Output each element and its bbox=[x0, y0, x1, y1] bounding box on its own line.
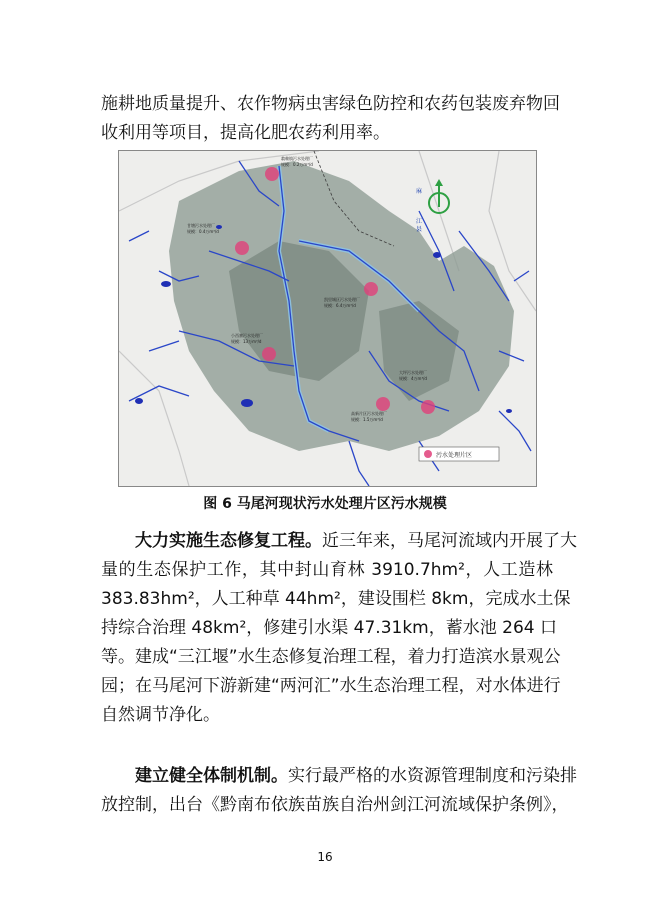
plant-name-2: 甘塘污水处理厂 bbox=[187, 223, 215, 228]
plant-scale-5: 规模：4万m³/d bbox=[399, 376, 427, 381]
section1-line-1-rest: 近三年来，马尾河流域内开展了大 bbox=[322, 531, 577, 551]
map-legend bbox=[419, 447, 499, 461]
map-graphic bbox=[119, 151, 536, 486]
section1-line-1 bbox=[101, 527, 577, 556]
section1-line-6: 园；在马尾河下游新建“两河汇”水生态治理工程，对水体进行 bbox=[101, 676, 561, 696]
section1-line-5: 等。建成“三江堰”水生态修复治理工程，着力打造滨水景观公 bbox=[101, 647, 561, 667]
plant-scale-1: 规模：0.2万m³/d bbox=[281, 162, 313, 167]
plant-name-6: 高新片区污水处理厂 bbox=[351, 411, 387, 416]
section1-heading: 大力实施生态修复工程。 bbox=[135, 531, 322, 551]
section1-line-4: 持综合治理 48km²，修建引水渠 47.31km，蓄水池 264 口 bbox=[101, 618, 557, 638]
intro-line-2: 收利用等项目，提高化肥农药利用率。 bbox=[101, 123, 390, 143]
plant-name-3: 凯里城区污水处理厂 bbox=[324, 297, 360, 302]
county-label-3: 县 bbox=[416, 226, 423, 233]
plant-name-4: 小西寨污水处理厂 bbox=[231, 333, 263, 338]
plant-scale-6: 规模：1.5万m³/d bbox=[351, 417, 383, 422]
county-label-1: 麻 bbox=[416, 188, 423, 195]
section1-line-7: 自然调节净化。 bbox=[101, 705, 220, 725]
section-institutional-mechanism bbox=[101, 762, 577, 820]
plant-name-5: 大坪污水处理厂 bbox=[399, 370, 427, 375]
section2-line-1 bbox=[101, 762, 577, 791]
plant-scale-2: 规模：0.4万m³/d bbox=[187, 229, 219, 234]
section2-line-2: 放控制，出台《黔南布依族苗族自治州剑江河流域保护条例》， bbox=[101, 795, 569, 815]
intro-line-1: 施耕地质量提升、农作物病虫害绿色防控和农药包装废弃物回 bbox=[101, 94, 560, 114]
legend-label: 污水处理片区 bbox=[436, 452, 473, 459]
section1-line-3: 383.83hm²，人工种草 44hm²，建设围栏 8km，完成水土保 bbox=[101, 589, 571, 609]
plant-scale-3: 规模：6.4万m³/d bbox=[324, 303, 356, 308]
section-ecological-restoration bbox=[101, 527, 577, 730]
page-number: 16 bbox=[317, 850, 333, 864]
section2-line-1-rest: 实行最严格的水资源管理制度和污染排 bbox=[288, 766, 577, 786]
section2-heading: 建立健全体制机制。 bbox=[135, 766, 288, 786]
figure-caption: 图 6 马尾河现状污水处理片区污水规模 bbox=[203, 496, 447, 512]
plant-name-1: 翁赖镇污水处理厂 bbox=[281, 156, 313, 161]
section1-line-2: 量的生态保护工作，其中封山育林 3910.7hm²，人工造林 bbox=[101, 560, 553, 580]
plant-scale-4: 规模：13万m³/d bbox=[231, 339, 262, 344]
sewage-zone-map bbox=[118, 150, 537, 487]
intro-paragraph bbox=[101, 90, 560, 148]
county-label-2: 江 bbox=[416, 218, 423, 225]
